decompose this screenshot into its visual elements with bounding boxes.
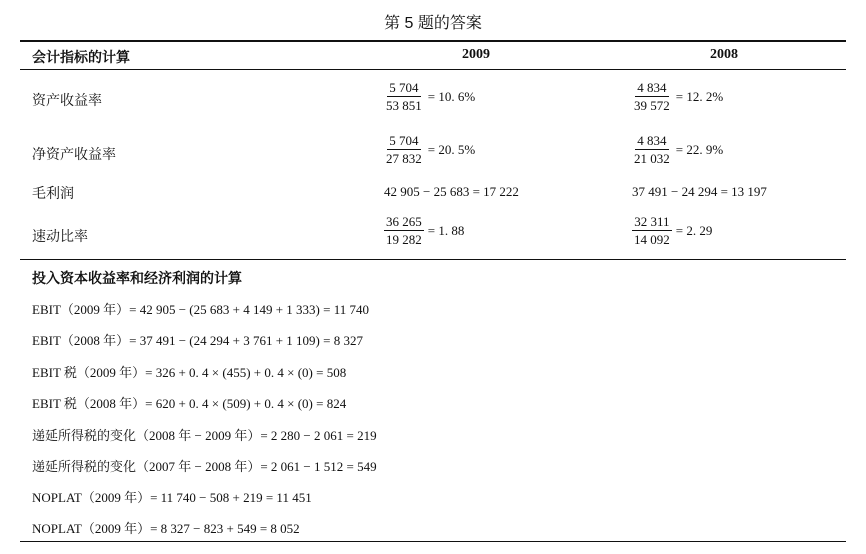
bottom-rule (20, 541, 846, 542)
formula-line: EBIT 税（2009 年）= 326 + 0. 4 × (455) + 0. 4 × (0) = 508 (32, 365, 347, 380)
result: = 10. 6% (427, 88, 476, 104)
section-rule (20, 259, 846, 260)
numerator: 32 311 (634, 214, 670, 229)
roa-2009-cell (384, 80, 475, 113)
fraction (632, 80, 672, 113)
formula-line: NOPLAT（2009 年）= 11 740 − 508 + 219 = 11 451 (32, 490, 312, 505)
row-label-roe: 净资产收益率 (32, 146, 116, 162)
formula-line: EBIT 税（2008 年）= 620 + 0. 4 × (509) + 0. 4 × (0) = 824 (32, 396, 347, 411)
numerator: 4 834 (637, 133, 667, 148)
formula-line: 递延所得税的变化（2007 年 − 2008 年）= 2 061 − 1 512 = 549 (32, 459, 377, 474)
result: = 20. 5% (427, 141, 476, 157)
result: = 12. 2% (675, 88, 724, 104)
header-rule (20, 69, 846, 70)
numerator: 5 704 (389, 80, 419, 95)
section-title: 投入资本收益率和经济利润的计算 (32, 270, 242, 286)
denominator: 53 851 (386, 98, 422, 113)
header-2009: 2009 (462, 47, 490, 62)
formula-line: NOPLAT（2009 年）= 8 327 − 823 + 549 = 8 052 (32, 521, 300, 536)
denominator: 21 032 (634, 151, 670, 166)
result: = 22. 9% (675, 141, 724, 157)
quick-ratio-2008-cell (632, 214, 712, 247)
page-title: 第 5 题的答案 (384, 15, 482, 32)
numerator: 5 704 (389, 133, 419, 148)
row-label-quick-ratio: 速动比率 (32, 228, 88, 244)
roe-2008-cell (632, 133, 723, 166)
fraction (384, 214, 424, 247)
denominator: 19 282 (386, 232, 422, 247)
quick-ratio-2009-cell (384, 214, 464, 247)
gross-profit-2008: 37 491 − 24 294 = 13 197 (632, 184, 767, 199)
denominator: 27 832 (386, 151, 422, 166)
fraction (384, 133, 424, 166)
numerator: 4 834 (637, 80, 667, 95)
row-label-gross-profit: 毛利润 (32, 185, 74, 201)
result: = 2. 29 (675, 222, 713, 238)
roe-2009-cell (384, 133, 475, 166)
top-rule (20, 40, 846, 42)
numerator: 36 265 (386, 214, 422, 229)
fraction (384, 80, 424, 113)
row-label-roa: 资产收益率 (32, 92, 102, 108)
roa-2008-cell (632, 80, 723, 113)
result: = 1. 88 (427, 222, 465, 238)
header-2008: 2008 (710, 47, 738, 62)
formula-line: EBIT（2009 年）= 42 905 − (25 683 + 4 149 + 1 333) = 11 740 (32, 302, 369, 317)
denominator: 39 572 (634, 98, 670, 113)
formula-line: 递延所得税的变化（2008 年 − 2009 年）= 2 280 − 2 061 = 219 (32, 428, 377, 443)
gross-profit-2009: 42 905 − 25 683 = 17 222 (384, 184, 519, 199)
fraction (632, 214, 672, 247)
header-label: 会计指标的计算 (32, 49, 130, 65)
fraction (632, 133, 672, 166)
formula-line: EBIT（2008 年）= 37 491 − (24 294 + 3 761 + 1 109) = 8 327 (32, 333, 363, 348)
denominator: 14 092 (634, 232, 670, 247)
